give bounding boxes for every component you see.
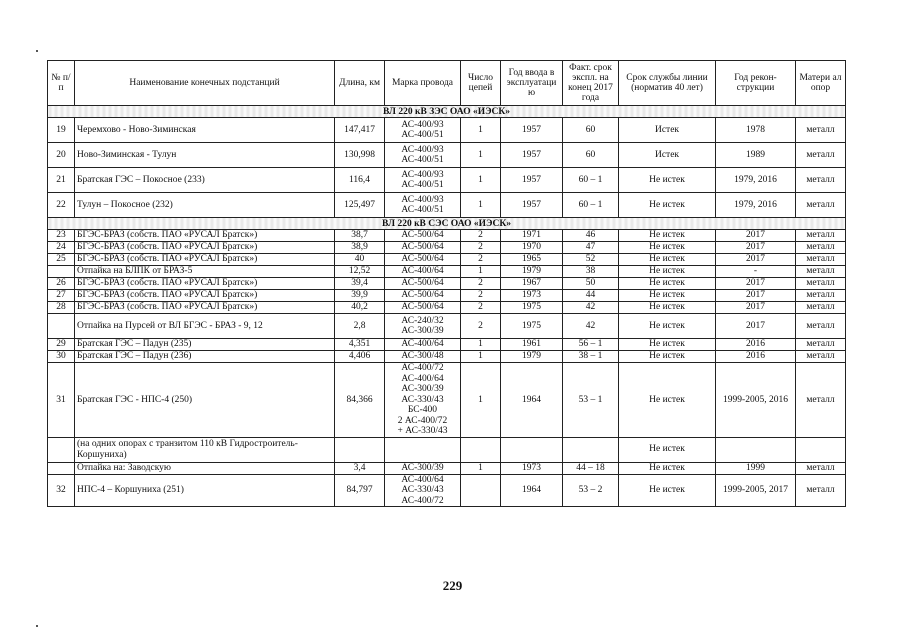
row-year: 1957 xyxy=(501,143,563,168)
table-row xyxy=(48,118,846,143)
row-actual-term: 42 xyxy=(563,314,619,339)
wire-brand: АС-330/43 xyxy=(401,485,444,495)
row-reconstruction: 2016 xyxy=(716,351,796,363)
row-circuits: 1 xyxy=(461,118,501,143)
row-name: Братская ГЭС - НПС-4 (250) xyxy=(75,363,335,438)
row-actual-term: 60 xyxy=(563,118,619,143)
row-year: 1979 xyxy=(501,266,563,278)
header-year-in: Год ввода в эксплуатаци ю xyxy=(501,61,563,106)
table-row xyxy=(48,339,846,351)
row-reconstruction: 2017 xyxy=(716,302,796,314)
header-row xyxy=(48,61,846,106)
row-circuits: 1 xyxy=(461,168,501,193)
row-name: Отпайка на: Заводскую xyxy=(75,462,335,474)
header-wire: Марка провода xyxy=(385,61,461,106)
row-actual-term: 46 xyxy=(563,230,619,242)
row-name: БГЭС-БРАЗ (собств. ПАО «РУСАЛ Братск») xyxy=(75,278,335,290)
row-name: Черемхово - Ново-Зиминская xyxy=(75,118,335,143)
row-circuits: 2 xyxy=(461,278,501,290)
table-row xyxy=(48,474,846,507)
row-name: Отпайка на БЛПК от БРАЗ-5 xyxy=(75,266,335,278)
row-number: 28 xyxy=(48,302,75,314)
row-length: 2,8 xyxy=(335,314,385,339)
row-length: 4,351 xyxy=(335,339,385,351)
header-service-life: Срок службы линии (норматив 40 лет) xyxy=(619,61,716,106)
row-material: металл xyxy=(796,474,846,507)
row-wire xyxy=(385,314,461,339)
row-year: 1967 xyxy=(501,278,563,290)
table-row xyxy=(48,266,846,278)
row-length: 40,2 xyxy=(335,302,385,314)
table-row xyxy=(48,437,846,462)
row-material: металл xyxy=(796,168,846,193)
row-actual-term: 60 – 1 xyxy=(563,193,619,218)
section-title: ВЛ 220 кВ СЭС ОАО «ИЭСК» xyxy=(48,218,846,230)
row-name: НПС-4 – Коршуниха (251) xyxy=(75,474,335,507)
row-reconstruction: 2017 xyxy=(716,242,796,254)
row-wire xyxy=(385,339,461,351)
row-service-life: Не истек xyxy=(619,302,716,314)
row-circuits xyxy=(461,437,501,462)
wire-brand: АС-400/93 xyxy=(401,119,444,130)
row-material: металл xyxy=(796,266,846,278)
row-service-life: Не истек xyxy=(619,242,716,254)
wire-brand: АС-400/51 xyxy=(401,155,444,165)
scan-speck xyxy=(36,625,38,627)
wire-brand: БС-400 xyxy=(407,405,438,415)
row-material: металл xyxy=(796,193,846,218)
row-circuits: 1 xyxy=(461,462,501,474)
row-length: 38,9 xyxy=(335,242,385,254)
row-material: металл xyxy=(796,302,846,314)
row-year: 1964 xyxy=(501,363,563,438)
row-wire xyxy=(385,242,461,254)
row-service-life: Не истек xyxy=(619,462,716,474)
row-circuits xyxy=(461,474,501,507)
header-reconstruction: Год рекон-струкции xyxy=(716,61,796,106)
row-year: 1973 xyxy=(501,290,563,302)
row-wire xyxy=(385,474,461,507)
row-wire xyxy=(385,363,461,438)
row-wire xyxy=(385,462,461,474)
header-length: Длина, км xyxy=(335,61,385,106)
row-actual-term: 42 xyxy=(563,302,619,314)
row-wire xyxy=(385,193,461,218)
row-circuits: 1 xyxy=(461,363,501,438)
row-actual-term: 38 xyxy=(563,266,619,278)
wire-brand: АС-500/64 xyxy=(401,254,444,265)
wire-brand: АС-400/72 xyxy=(401,363,444,373)
row-number: 23 xyxy=(48,230,75,242)
wire-brand: АС-400/51 xyxy=(401,205,444,215)
row-number xyxy=(48,266,75,278)
page-number: 229 xyxy=(442,578,463,593)
row-number xyxy=(48,462,75,474)
document-page xyxy=(47,60,845,507)
row-reconstruction: 1999-2005, 2017 xyxy=(716,474,796,507)
wire-brand: АС-500/64 xyxy=(401,278,444,289)
row-service-life: Не истек xyxy=(619,254,716,266)
row-reconstruction: 2017 xyxy=(716,254,796,266)
row-name: Ново-Зиминская - Тулун xyxy=(75,143,335,168)
wire-brand: АС-300/39 xyxy=(401,384,444,394)
row-year: 1975 xyxy=(501,314,563,339)
row-circuits: 2 xyxy=(461,290,501,302)
row-service-life: Не истек xyxy=(619,193,716,218)
row-length: 40 xyxy=(335,254,385,266)
row-year: 1965 xyxy=(501,254,563,266)
row-year: 1957 xyxy=(501,168,563,193)
wire-brand: АС-400/93 xyxy=(401,169,444,180)
wire-brand: АС-400/72 xyxy=(401,495,444,506)
row-actual-term: 50 xyxy=(563,278,619,290)
row-actual-term: 60 – 1 xyxy=(563,168,619,193)
row-actual-term xyxy=(563,437,619,462)
header-material: Матери ал опор xyxy=(796,61,846,106)
row-actual-term: 38 – 1 xyxy=(563,351,619,363)
wire-brand: + АС-330/43 xyxy=(397,426,448,436)
row-year: 1973 xyxy=(501,462,563,474)
row-name: (на одних опорах с транзитом 110 кВ Гидростроитель-Коршуниха) xyxy=(75,437,335,462)
row-reconstruction: 2017 xyxy=(716,314,796,339)
row-circuits: 2 xyxy=(461,242,501,254)
row-length: 130,998 xyxy=(335,143,385,168)
row-reconstruction: - xyxy=(716,266,796,278)
row-circuits: 1 xyxy=(461,143,501,168)
row-length: 84,797 xyxy=(335,474,385,507)
row-number: 22 xyxy=(48,193,75,218)
row-year xyxy=(501,437,563,462)
wire-brand: АС-400/93 xyxy=(401,144,444,155)
row-year: 1975 xyxy=(501,302,563,314)
row-wire xyxy=(385,254,461,266)
row-wire xyxy=(385,143,461,168)
row-circuits: 2 xyxy=(461,254,501,266)
row-actual-term: 53 – 2 xyxy=(563,474,619,507)
row-material xyxy=(796,437,846,462)
row-year: 1971 xyxy=(501,230,563,242)
row-material: металл xyxy=(796,314,846,339)
row-service-life: Не истек xyxy=(619,314,716,339)
wire-brand: АС-400/64 xyxy=(401,266,444,277)
row-actual-term: 56 – 1 xyxy=(563,339,619,351)
row-actual-term: 60 xyxy=(563,143,619,168)
row-reconstruction: 2017 xyxy=(716,230,796,242)
header-circuits: Число цепей xyxy=(461,61,501,106)
row-material: металл xyxy=(796,254,846,266)
row-number: 25 xyxy=(48,254,75,266)
wire-brand: АС-400/64 xyxy=(401,373,444,384)
table-row xyxy=(48,302,846,314)
row-circuits: 1 xyxy=(461,351,501,363)
section-header xyxy=(48,218,846,230)
header-name: Наименование конечных подстанций xyxy=(75,61,335,106)
row-wire xyxy=(385,266,461,278)
header-num: № п/п xyxy=(48,61,75,106)
row-wire xyxy=(385,351,461,363)
wire-brand: АС-400/64 xyxy=(401,339,444,350)
table-row xyxy=(48,242,846,254)
row-reconstruction: 1999-2005, 2016 xyxy=(716,363,796,438)
row-name: Братская ГЭС – Падун (235) xyxy=(75,339,335,351)
row-wire xyxy=(385,168,461,193)
row-reconstruction: 2017 xyxy=(716,278,796,290)
row-reconstruction: 1979, 2016 xyxy=(716,193,796,218)
row-wire xyxy=(385,278,461,290)
section-title: ВЛ 220 кВ ЗЭС ОАО «ИЭСК» xyxy=(48,106,846,118)
row-circuits: 2 xyxy=(461,302,501,314)
table-row xyxy=(48,290,846,302)
row-reconstruction: 1978 xyxy=(716,118,796,143)
row-length: 116,4 xyxy=(335,168,385,193)
row-number: 29 xyxy=(48,339,75,351)
row-actual-term: 53 – 1 xyxy=(563,363,619,438)
table-row xyxy=(48,278,846,290)
row-service-life: Не истек xyxy=(619,474,716,507)
wire-brand: АС-500/64 xyxy=(401,302,444,313)
row-service-life: Не истек xyxy=(619,339,716,351)
scan-speck xyxy=(36,50,38,52)
row-length xyxy=(335,437,385,462)
row-service-life: Не истек xyxy=(619,278,716,290)
row-material: металл xyxy=(796,290,846,302)
row-circuits: 2 xyxy=(461,314,501,339)
row-actual-term: 52 xyxy=(563,254,619,266)
row-service-life: Не истек xyxy=(619,437,716,462)
row-reconstruction: 1989 xyxy=(716,143,796,168)
header-actual-term: Факт. срок экспл. на конец 2017 года xyxy=(563,61,619,106)
row-length: 147,417 xyxy=(335,118,385,143)
row-number: 27 xyxy=(48,290,75,302)
row-number: 21 xyxy=(48,168,75,193)
row-service-life: Истек xyxy=(619,118,716,143)
row-length: 125,497 xyxy=(335,193,385,218)
table-row xyxy=(48,363,846,438)
table-row xyxy=(48,143,846,168)
row-material: металл xyxy=(796,462,846,474)
row-year: 1957 xyxy=(501,118,563,143)
wire-brand: АС-330/43 xyxy=(401,394,444,405)
row-year: 1964 xyxy=(501,474,563,507)
row-wire xyxy=(385,302,461,314)
row-year: 1979 xyxy=(501,351,563,363)
wire-brand: АС-500/64 xyxy=(401,242,444,253)
section-header xyxy=(48,106,846,118)
row-wire xyxy=(385,118,461,143)
row-service-life: Не истек xyxy=(619,266,716,278)
row-number: 26 xyxy=(48,278,75,290)
wire-brand: 2 АС-400/72 xyxy=(397,415,448,426)
wire-brand: АС-300/39 xyxy=(401,462,444,473)
wire-brand: АС-400/93 xyxy=(401,194,444,205)
row-name: БГЭС-БРАЗ (собств. ПАО «РУСАЛ Братск») xyxy=(75,242,335,254)
row-length: 4,406 xyxy=(335,351,385,363)
row-reconstruction xyxy=(716,437,796,462)
row-name: БГЭС-БРАЗ (собств. ПАО «РУСАЛ Братск») xyxy=(75,230,335,242)
row-length: 12,52 xyxy=(335,266,385,278)
row-wire xyxy=(385,437,461,462)
row-length: 39,4 xyxy=(335,278,385,290)
row-name: Братская ГЭС – Падун (236) xyxy=(75,351,335,363)
row-material: металл xyxy=(796,363,846,438)
row-wire xyxy=(385,230,461,242)
row-reconstruction: 1999 xyxy=(716,462,796,474)
row-circuits: 1 xyxy=(461,193,501,218)
row-circuits: 1 xyxy=(461,266,501,278)
row-actual-term: 44 – 18 xyxy=(563,462,619,474)
row-material: металл xyxy=(796,351,846,363)
table-row xyxy=(48,254,846,266)
row-number xyxy=(48,314,75,339)
row-number: 32 xyxy=(48,474,75,507)
row-reconstruction: 2016 xyxy=(716,339,796,351)
row-name: Тулун – Покосное (232) xyxy=(75,193,335,218)
power-lines-table xyxy=(47,60,846,507)
row-service-life: Не истек xyxy=(619,290,716,302)
row-length: 38,7 xyxy=(335,230,385,242)
row-year: 1970 xyxy=(501,242,563,254)
row-service-life: Не истек xyxy=(619,363,716,438)
row-actual-term: 47 xyxy=(563,242,619,254)
row-name: БГЭС-БРАЗ (собств. ПАО «РУСАЛ Братск») xyxy=(75,302,335,314)
row-wire xyxy=(385,290,461,302)
row-length: 39,9 xyxy=(335,290,385,302)
row-name: БГЭС-БРАЗ (собств. ПАО «РУСАЛ Братск») xyxy=(75,254,335,266)
wire-brand: АС-240/32 xyxy=(401,315,444,326)
row-name: БГЭС-БРАЗ (собств. ПАО «РУСАЛ Братск») xyxy=(75,290,335,302)
row-length: 84,366 xyxy=(335,363,385,438)
row-number xyxy=(48,437,75,462)
row-number: 20 xyxy=(48,143,75,168)
row-name: Братская ГЭС – Покосное (233) xyxy=(75,168,335,193)
wire-brand: АС-400/51 xyxy=(401,180,444,190)
row-material: металл xyxy=(796,278,846,290)
row-number: 30 xyxy=(48,351,75,363)
wire-brand: АС-500/64 xyxy=(401,230,444,241)
table-row xyxy=(48,193,846,218)
table-row xyxy=(48,168,846,193)
row-material: металл xyxy=(796,118,846,143)
row-actual-term: 44 xyxy=(563,290,619,302)
row-name: Отпайка на Пурсей от ВЛ БГЭС - БРАЗ - 9, 12 xyxy=(75,314,335,339)
row-service-life: Не истек xyxy=(619,168,716,193)
table-row xyxy=(48,351,846,363)
row-service-life: Истек xyxy=(619,143,716,168)
row-circuits: 1 xyxy=(461,339,501,351)
wire-brand: АС-500/64 xyxy=(401,290,444,301)
table-row xyxy=(48,230,846,242)
row-circuits: 2 xyxy=(461,230,501,242)
row-year: 1957 xyxy=(501,193,563,218)
row-material: металл xyxy=(796,242,846,254)
table-row xyxy=(48,314,846,339)
row-number: 24 xyxy=(48,242,75,254)
row-reconstruction: 1979, 2016 xyxy=(716,168,796,193)
row-length: 3,4 xyxy=(335,462,385,474)
row-service-life: Не истек xyxy=(619,230,716,242)
row-service-life: Не истек xyxy=(619,351,716,363)
row-number: 19 xyxy=(48,118,75,143)
wire-brand: АС-400/51 xyxy=(401,130,444,140)
row-material: металл xyxy=(796,339,846,351)
table-row xyxy=(48,462,846,474)
row-year: 1961 xyxy=(501,339,563,351)
row-number: 31 xyxy=(48,363,75,438)
row-material: металл xyxy=(796,230,846,242)
row-reconstruction: 2017 xyxy=(716,290,796,302)
wire-brand: АС-300/48 xyxy=(401,351,444,362)
wire-brand: АС-400/64 xyxy=(401,474,444,485)
row-material: металл xyxy=(796,143,846,168)
wire-brand: АС-300/39 xyxy=(401,326,444,336)
